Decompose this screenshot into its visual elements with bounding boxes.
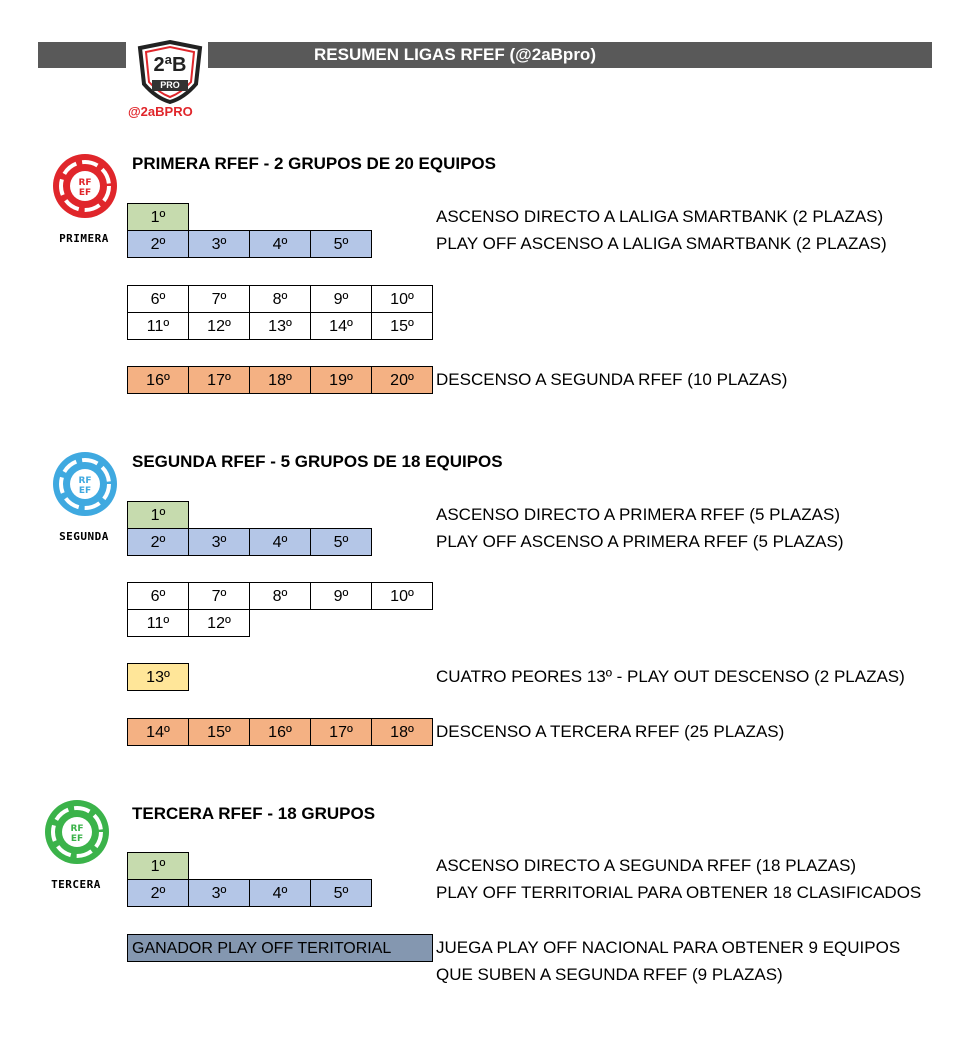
segunda-pos-cell: 14º	[127, 718, 189, 746]
tercera-desc-ganador-line1: JUEGA PLAY OFF NACIONAL PARA OBTENER 9 EQUIPOS	[436, 938, 901, 957]
tercera-logo-label: TERCERA	[51, 878, 101, 891]
tercera-pos-cell: 2º	[127, 879, 189, 907]
segunda-pos-cell: 13º	[127, 663, 189, 691]
segunda-pos-cell: 11º	[127, 609, 189, 637]
tercera-desc-ganador-line2: QUE SUBEN A SEGUNDA RFEF (9 PLAZAS)	[436, 965, 783, 984]
svg-text:EF: EF	[70, 834, 84, 844]
segunda-pos-cell: 12º	[188, 609, 250, 637]
primera-pos-cell: 15º	[371, 312, 433, 340]
segunda-logo-label: SEGUNDA	[59, 530, 109, 543]
tercera-pos-cell: 5º	[310, 879, 372, 907]
primera-logo-label: PRIMERA	[59, 232, 109, 245]
segunda-pos-cell: 9º	[310, 582, 372, 610]
primera-pos-cell: 16º	[127, 366, 189, 394]
segunda-pos-cell: 3º	[188, 528, 250, 556]
primera-desc-descenso: DESCENSO A SEGUNDA RFEF (10 PLAZAS)	[436, 370, 788, 389]
primera-pos-cell: 4º	[249, 230, 311, 258]
segunda-pos-cell: 18º	[371, 718, 433, 746]
tercera-desc-ascenso: ASCENSO DIRECTO A SEGUNDA RFEF (18 PLAZAS)	[436, 856, 857, 875]
logo-text: 2ªB	[153, 54, 187, 76]
segunda-pos-cell: 4º	[249, 528, 311, 556]
primera-pos-cell: 6º	[127, 285, 189, 313]
segunda-pos-cell: 16º	[249, 718, 311, 746]
segunda-desc-ascenso: ASCENSO DIRECTO A PRIMERA RFEF (5 PLAZAS)	[436, 505, 840, 524]
primera-pos-cell: 9º	[310, 285, 372, 313]
segunda-pos-cell: 5º	[310, 528, 372, 556]
primera-pos-cell: 14º	[310, 312, 372, 340]
segunda-desc-descenso: DESCENSO A TERCERA RFEF (25 PLAZAS)	[436, 722, 785, 741]
primera-section-title: PRIMERA RFEF - 2 GRUPOS DE 20 EQUIPOS	[132, 154, 496, 173]
primera-pos-cell: 8º	[249, 285, 311, 313]
segunda-rfef-logo-icon	[50, 450, 120, 518]
primera-rfef-logo-icon	[50, 152, 120, 220]
tercera-pos-cell: 3º	[188, 879, 250, 907]
primera-pos-cell: 20º	[371, 366, 433, 394]
tercera-ganador-cell: GANADOR PLAY OFF TERITORIAL	[127, 934, 433, 962]
logo-sub: PRO	[160, 80, 180, 90]
segunda-pos-cell: 6º	[127, 582, 189, 610]
primera-pos-cell: 12º	[188, 312, 250, 340]
segunda-section-title: SEGUNDA RFEF - 5 GRUPOS DE 18 EQUIPOS	[132, 452, 503, 471]
primera-pos-cell: 18º	[249, 366, 311, 394]
tercera-desc-playoff: PLAY OFF TERRITORIAL PARA OBTENER 18 CLASIFICADOS	[436, 883, 922, 902]
tercera-pos-cell: 4º	[249, 879, 311, 907]
primera-pos-cell: 11º	[127, 312, 189, 340]
handle-text: @2aBPRO	[128, 104, 193, 119]
tercera-pos-cell: 1º	[127, 852, 189, 880]
svg-text:EF: EF	[78, 188, 92, 198]
primera-pos-cell: 19º	[310, 366, 372, 394]
primera-pos-cell: 2º	[127, 230, 189, 258]
primera-desc-ascenso: ASCENSO DIRECTO A LALIGA SMARTBANK (2 PLAZAS)	[436, 207, 884, 226]
segunda-pos-cell: 15º	[188, 718, 250, 746]
segunda-pos-cell: 1º	[127, 501, 189, 529]
primera-pos-cell: 7º	[188, 285, 250, 313]
svg-text:RF: RF	[78, 178, 92, 188]
header-bar-left	[38, 42, 126, 68]
tercera-section-title: TERCERA RFEF - 18 GRUPOS	[132, 804, 376, 823]
tercera-rfef-logo-icon	[42, 798, 112, 866]
primera-pos-cell: 1º	[127, 203, 189, 231]
primera-desc-playoff: PLAY OFF ASCENSO A LALIGA SMARTBANK (2 PLAZAS)	[436, 234, 887, 253]
segunda-desc-playoff: PLAY OFF ASCENSO A PRIMERA RFEF (5 PLAZAS)	[436, 532, 844, 551]
primera-pos-cell: 10º	[371, 285, 433, 313]
segunda-pos-cell: 17º	[310, 718, 372, 746]
primera-pos-cell: 5º	[310, 230, 372, 258]
segunda-pos-cell: 7º	[188, 582, 250, 610]
segunda-pos-cell: 8º	[249, 582, 311, 610]
segunda-pos-cell: 10º	[371, 582, 433, 610]
primera-pos-cell: 13º	[249, 312, 311, 340]
page-title: RESUMEN LIGAS RFEF (@2aBpro)	[314, 45, 596, 64]
primera-pos-cell: 17º	[188, 366, 250, 394]
svg-text:RF: RF	[78, 476, 92, 486]
segunda-pos-cell: 2º	[127, 528, 189, 556]
primera-pos-cell: 3º	[188, 230, 250, 258]
svg-text:EF: EF	[78, 486, 92, 496]
svg-text:RF: RF	[70, 824, 84, 834]
segunda-desc-playout: CUATRO PEORES 13º - PLAY OUT DESCENSO (2 PLAZAS)	[436, 667, 905, 686]
